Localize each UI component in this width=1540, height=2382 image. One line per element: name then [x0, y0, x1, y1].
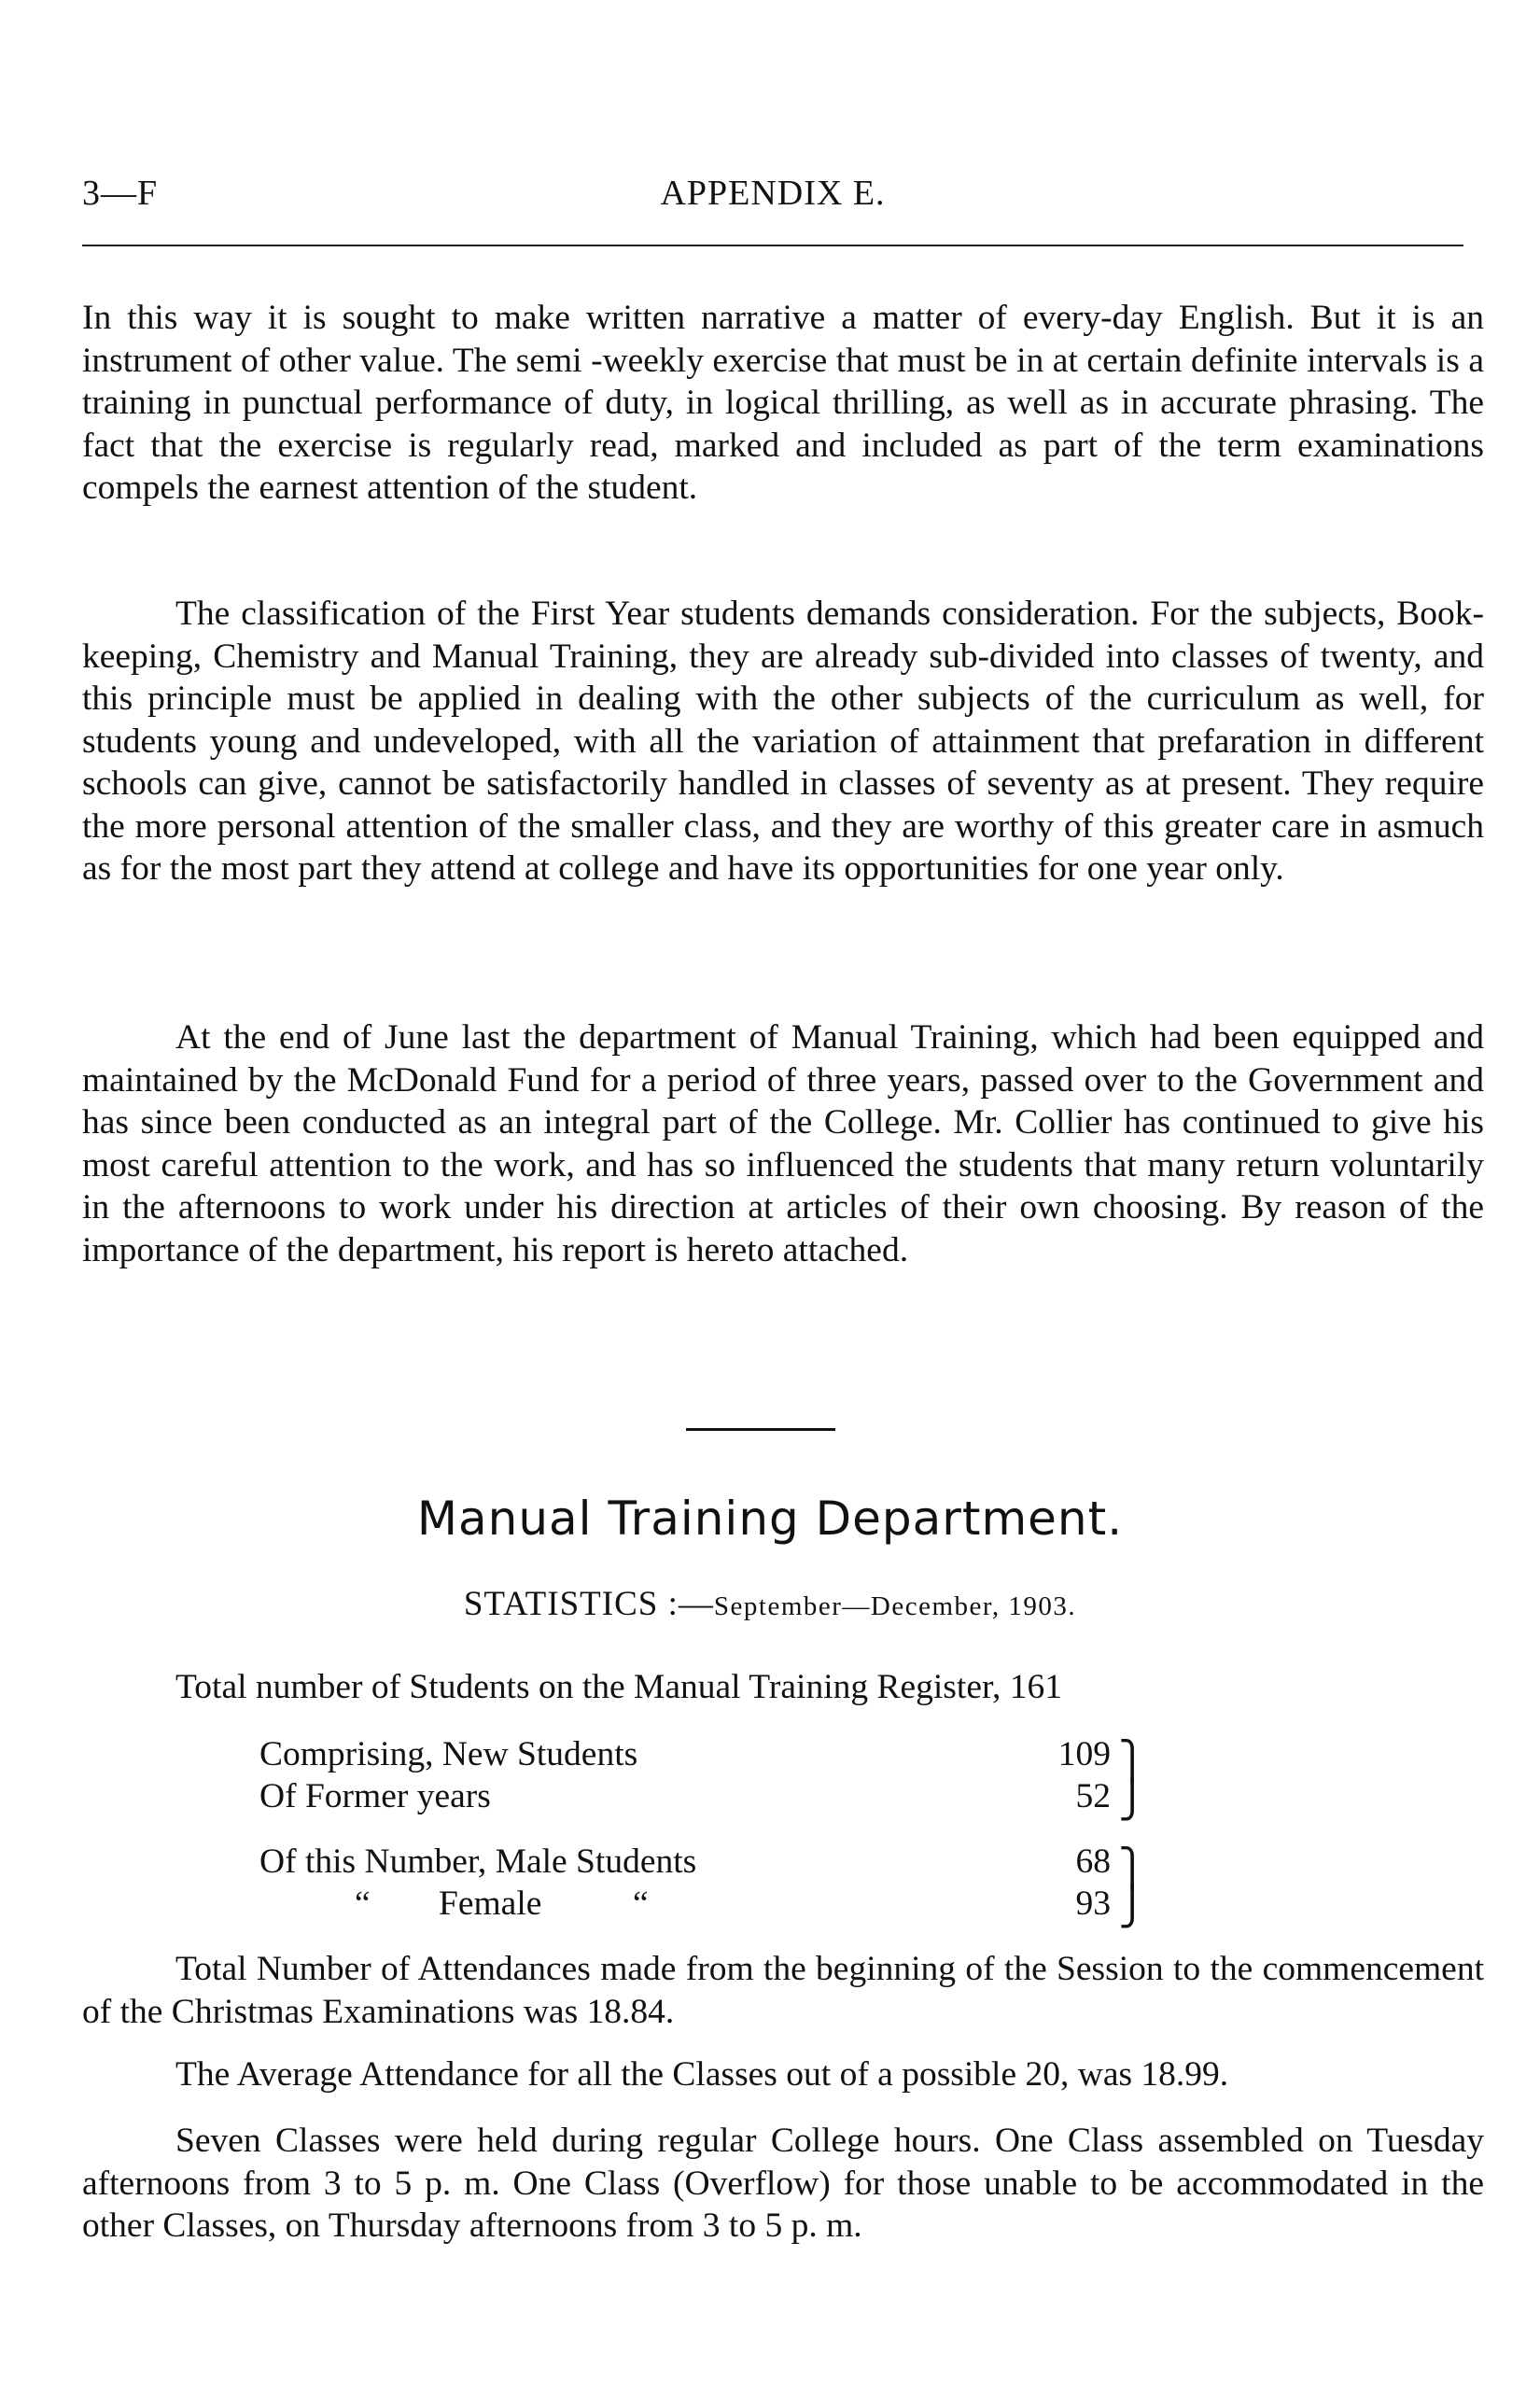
brace-top: ⎫ — [1118, 1847, 1146, 1889]
paragraph-classification: The classification of the First Year students demands consideration. For the subjects, Book-keeping, Chemistry and Manual Training, they are already sub-divided into classes of twenty, and this principle must be applied in dealing with the other subjects of the curriculum as well, for students young and undeveloped, with all the variation of attainment that prefaration in different schools can give, cannot be satisfactorily handled in classes of seventy as at present. They require the more personal attention of the smaller class, and they are worthy of this greater care in asmuch as for the most part they attend at college and have its opportunities for one year only. — [82, 595, 1484, 888]
stat-label: Comprising, New Students — [259, 1735, 638, 1773]
stat-value: 93 — [1075, 1885, 1111, 1923]
stat-value: 109 — [1057, 1735, 1111, 1773]
statistics-label: STATISTICS :— — [463, 1585, 714, 1623]
total-students-line: Total number of Students on the Manual Training Register, 161 — [175, 1668, 1062, 1706]
stat-row-female-students — [259, 1884, 1146, 1926]
attendances-paragraph: Total Number of Attendances made from the beginning of the Session to the commencement of the Christmas Examinations was 18.84. — [82, 1950, 1484, 2031]
stat-value: 52 — [1075, 1777, 1111, 1815]
stat-row-new-students — [259, 1734, 1146, 1776]
classes-paragraph: Seven Classes were held during regular College hours. One Class assembled on Tuesday afternoons from 3 to 5 p. m. One Class (Overflow) for those unable to be accommodated in the other Classes, on Thursday afternoons from 3 to 5 p. m. — [82, 2122, 1484, 2245]
section-divider — [686, 1428, 835, 1431]
stat-row-former-years — [259, 1776, 1146, 1818]
page-header — [82, 173, 1463, 229]
brace-bottom: ⎭ — [1118, 1885, 1146, 1927]
statistics-heading — [0, 1584, 1540, 1624]
stat-value: 68 — [1075, 1843, 1111, 1881]
brace-top: ⎫ — [1118, 1740, 1146, 1782]
statistics-period: September—December, 1903. — [713, 1591, 1077, 1621]
ditto-mark: “ — [633, 1885, 649, 1923]
stat-label: Of Former years — [259, 1777, 491, 1815]
section-title: Manual Training Department. — [416, 1492, 1124, 1546]
stat-label: Female — [439, 1885, 542, 1923]
ditto-mark: “ — [355, 1885, 371, 1923]
stat-label: Of this Number, Male Students — [259, 1843, 697, 1881]
paragraph-manual-training: At the end of June last the department of Manual Training, which had been equipped and maintained by the McDonald Fund for a period of three years, passed over to the Government and has since been conducted as an integral part of the College. Mr. Collier has continued to give his most careful attention to the work, and has so influenced the students that many return voluntarily in the afternoons to work under his direction at articles of their own choosing. By reason of the importance of the department, his report is hereto attached. — [82, 1018, 1484, 1269]
paragraph-narrative: In this way it is sought to make written narrative a matter of every-day English. But it is an instrument of other value. The semi -weekly exercise that must be in at certain definite intervals is a training in punctual performance of duty, in logical thrilling, as well as in accurate phrasing. The fact that the exercise is regularly read, marked and included as part of the term examinations compels the earnest attention of the student. — [82, 299, 1484, 507]
stat-row-male-students — [259, 1842, 1146, 1884]
page-reference: 3—F — [82, 174, 159, 213]
header-rule — [82, 245, 1463, 246]
brace-bottom: ⎭ — [1118, 1778, 1146, 1820]
average-attendance-line: The Average Attendance for all the Classes out of a possible 20, was 18.99. — [175, 2055, 1229, 2094]
appendix-title: APPENDIX E. — [660, 174, 886, 213]
